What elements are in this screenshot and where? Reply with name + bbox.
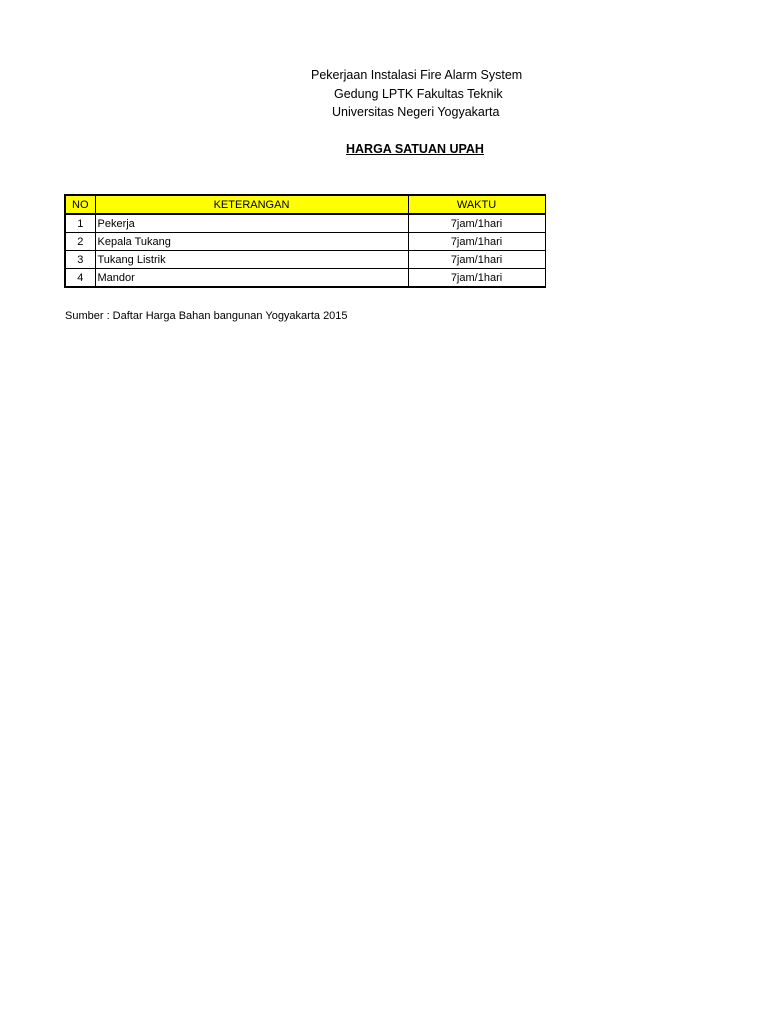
cell-keterangan: Pekerja xyxy=(95,214,408,233)
header-building: Gedung LPTK Fakultas Teknik xyxy=(334,87,503,101)
header-project-title: Pekerjaan Instalasi Fire Alarm System xyxy=(311,68,523,82)
header-university: Universitas Negeri Yogyakarta xyxy=(332,105,500,119)
document-header xyxy=(250,66,523,122)
cell-keterangan: Mandor xyxy=(95,269,408,288)
cell-waktu: 7jam/1hari xyxy=(408,251,545,269)
cell-no: 4 xyxy=(65,269,95,288)
cell-waktu: 7jam/1hari xyxy=(408,233,545,251)
cell-no: 1 xyxy=(65,214,95,233)
column-header-no: NO xyxy=(65,195,95,214)
cell-keterangan: Tukang Listrik xyxy=(95,251,408,269)
table-row xyxy=(65,269,545,288)
wage-table xyxy=(64,194,546,288)
cell-keterangan: Kepala Tukang xyxy=(95,233,408,251)
document-title: HARGA SATUAN UPAH xyxy=(346,142,484,156)
wage-table-container xyxy=(64,194,503,290)
table-header-row xyxy=(65,195,545,214)
table-row xyxy=(65,251,545,269)
cell-no: 3 xyxy=(65,251,95,269)
cell-no: 2 xyxy=(65,233,95,251)
cell-waktu: 7jam/1hari xyxy=(408,214,545,233)
cell-waktu: 7jam/1hari xyxy=(408,269,545,288)
table-row xyxy=(65,214,545,233)
table-row xyxy=(65,233,545,251)
column-header-waktu: WAKTU xyxy=(408,195,545,214)
column-header-keterangan: KETERANGAN xyxy=(95,195,408,214)
source-note: Sumber : Daftar Harga Bahan bangunan Yogyakarta 2015 xyxy=(65,310,348,322)
